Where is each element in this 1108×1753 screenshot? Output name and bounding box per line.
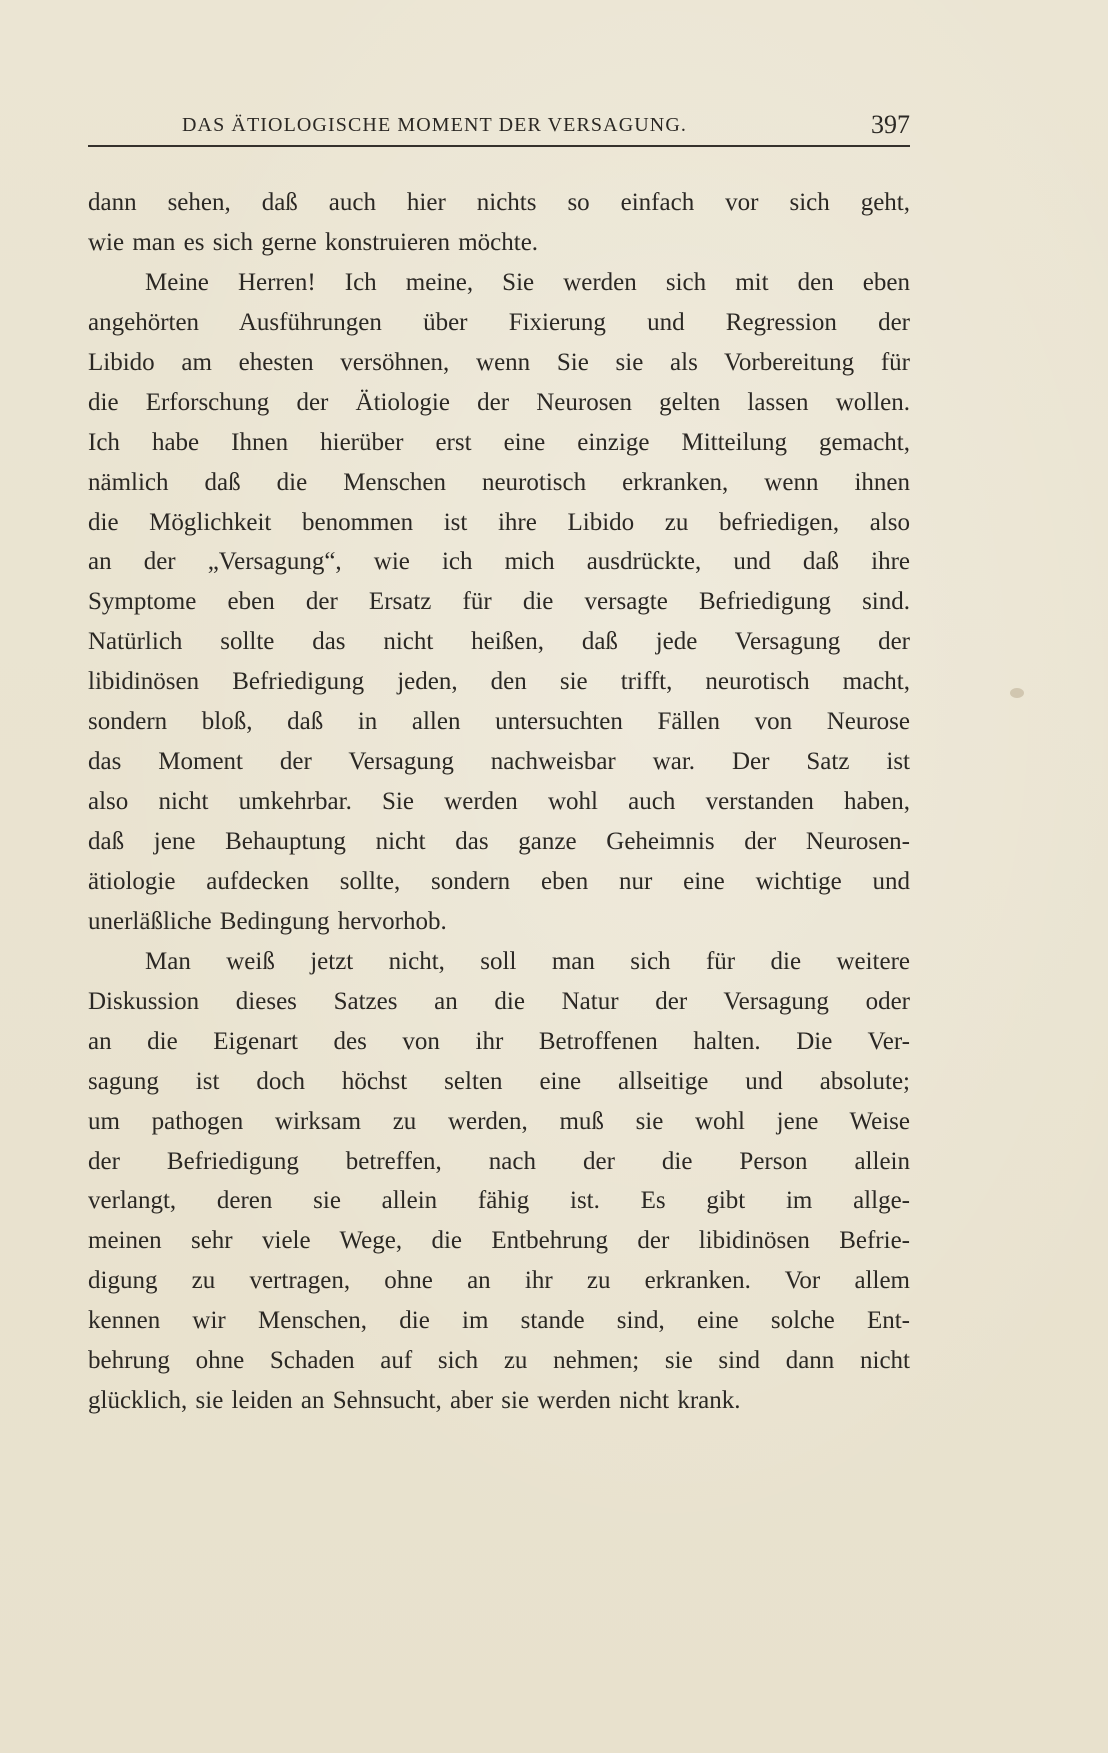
text-line: an die Eigenart des von ihr Betroffenen halten. Die Ver- [88, 1027, 910, 1055]
text-line: verlangt, deren sie allein fähig ist. Es gibt im allge- [88, 1187, 910, 1215]
text-line: sondern bloß, daß in allen untersuchten Fällen von Neurose [88, 708, 910, 736]
text-line: daß jene Behauptung nicht das ganze Geheimnis der Neurosen- [88, 828, 910, 855]
text-line: nämlich daß die Menschen neurotisch erkranken, wenn ihnen [88, 468, 910, 496]
text-line: libidinösen Befriedigung jeden, den sie trifft, neurotisch macht, [88, 668, 910, 696]
text-line: Ich habe Ihnen hierüber erst eine einzige Mitteilung gemacht, [88, 428, 910, 456]
running-head [88, 110, 910, 144]
text-line: dann sehen, daß auch hier nichts so einfach vor sich geht, [88, 189, 910, 216]
text-line: angehörten Ausführungen über Fixierung und Regression der [88, 308, 910, 336]
text-line: digung zu vertragen, ohne an ihr zu erkranken. Vor allem [88, 1267, 910, 1295]
text-line: also nicht umkehrbar. Sie werden wohl auch verstanden haben, [88, 788, 910, 816]
text-line: ätiologie aufdecken sollte, sondern eben nur eine wichtige und [88, 867, 910, 895]
text-line: die Erforschung der Ätiologie der Neurosen gelten lassen wollen. [88, 388, 910, 416]
text-line: um pathogen wirksam zu werden, muß sie wohl jene Weise [88, 1107, 910, 1135]
text-line: Libido am ehesten versöhnen, wenn Sie sie als Vorbereitung für [88, 348, 910, 376]
text-line: der Befriedigung betreffen, nach der die Person allein [88, 1147, 910, 1175]
body-text [88, 183, 910, 1421]
text-line: die Möglichkeit benommen ist ihre Libido zu befriedigen, also [88, 508, 910, 536]
text-line: Diskussion dieses Satzes an die Natur der Versagung oder [88, 987, 910, 1015]
text-line: Natürlich sollte das nicht heißen, daß jede Versagung der [88, 628, 910, 656]
text-line: sagung ist doch höchst selten eine allseitige und absolute; [88, 1067, 910, 1095]
text-line: an der „Versagung“, wie ich mich ausdrückte, und daß ihre [88, 548, 910, 576]
text-line: unerläßliche Bedingung hervorhob. [88, 907, 447, 935]
text-line: Symptome eben der Ersatz für die versagte Befriedigung sind. [88, 588, 910, 616]
text-line: wie man es sich gerne konstruieren möchte. [88, 228, 539, 256]
running-head-title: DAS ÄTIOLOGISCHE MOMENT DER VERSAGUNG. [182, 114, 687, 136]
text-line: Man weiß jetzt nicht, soll man sich für die weitere [145, 947, 910, 975]
page-number: 397 [871, 110, 910, 139]
text-line: Meine Herren! Ich meine, Sie werden sich mit den eben [145, 268, 910, 296]
text-line: glücklich, sie leiden an Sehnsucht, aber sie werden nicht krank. [88, 1387, 741, 1415]
text-line: behrung ohne Schaden auf sich zu nehmen; sie sind dann nicht [88, 1347, 910, 1375]
header-rule [88, 145, 910, 147]
paper-blemish [1010, 688, 1024, 698]
text-line: kennen wir Menschen, die im stande sind, eine solche Ent- [88, 1307, 910, 1335]
text-line: das Moment der Versagung nachweisbar war. Der Satz ist [88, 748, 910, 776]
text-line: meinen sehr viele Wege, die Entbehrung der libidinösen Befrie- [88, 1227, 910, 1255]
